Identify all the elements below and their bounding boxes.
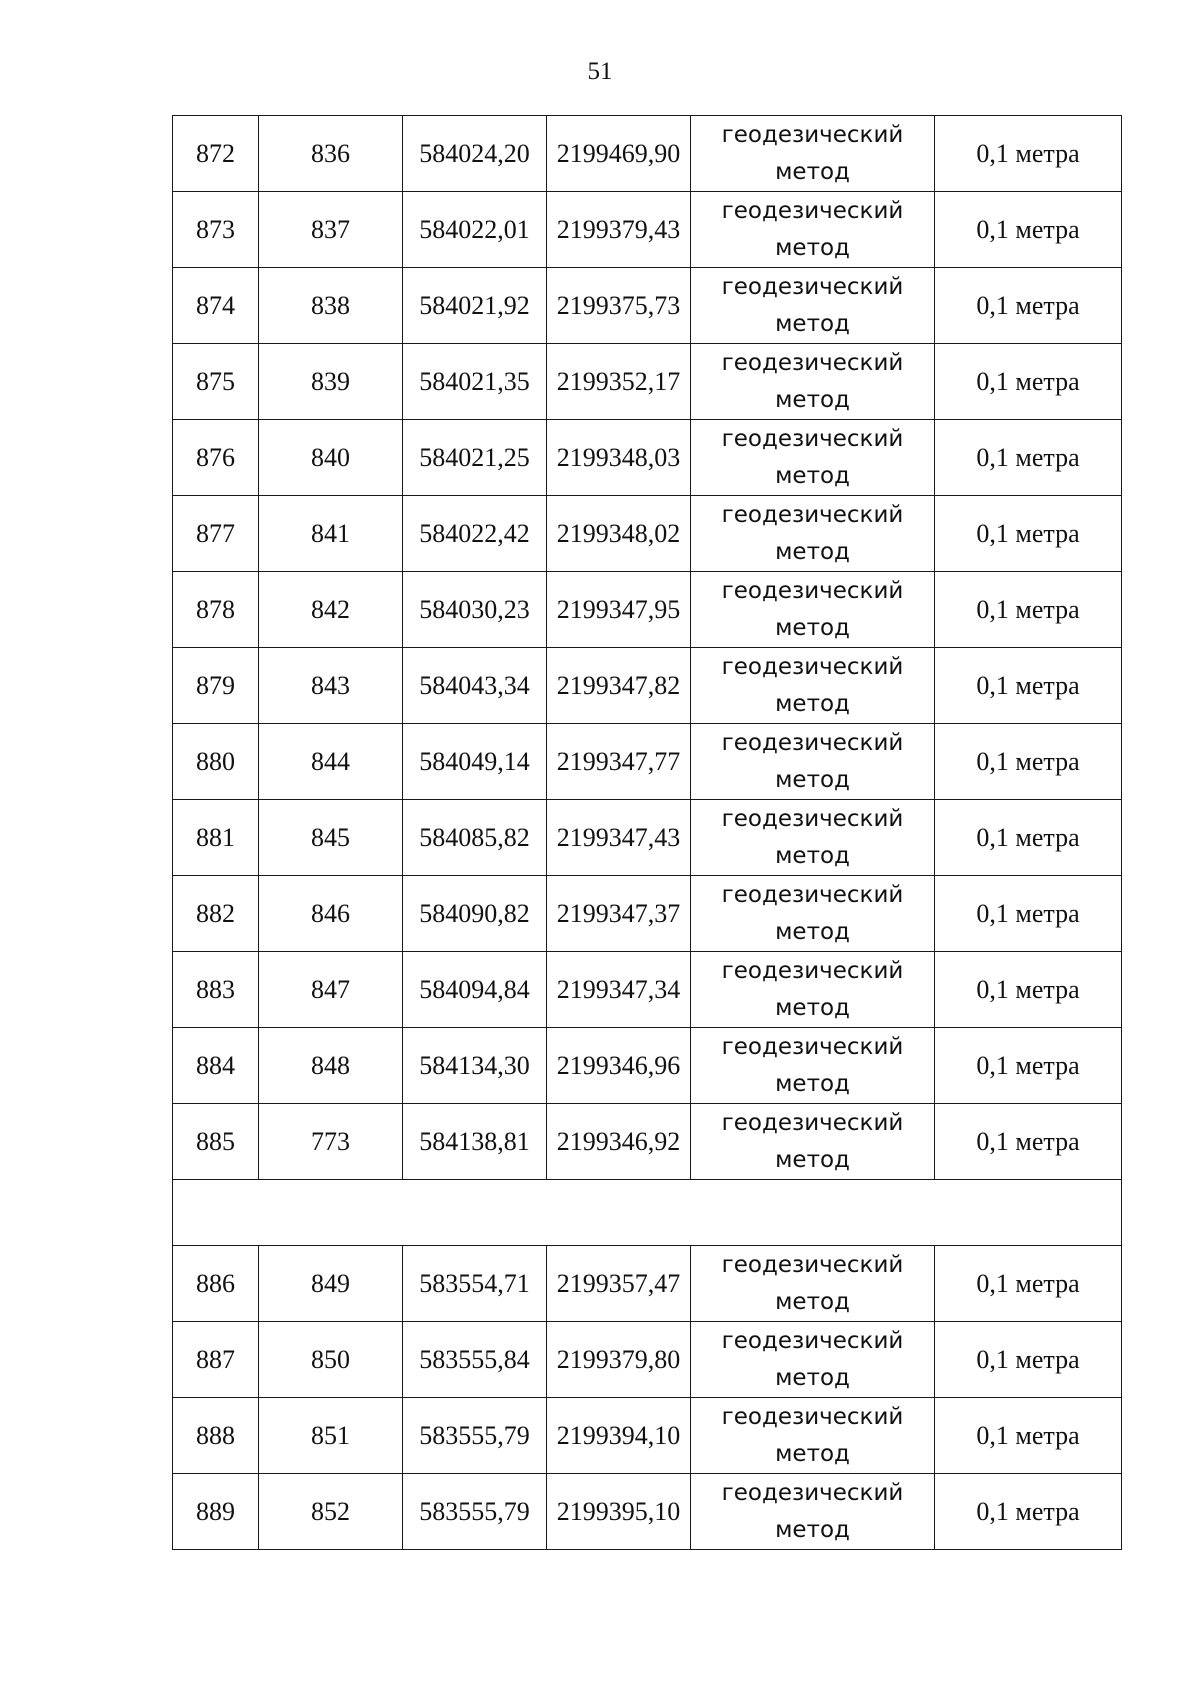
method-line-1: геодезический [721,1403,904,1430]
y-coordinate-cell: 2199347,95 [547,572,691,648]
table-row [173,876,1122,952]
method-line-2: метод [775,1364,850,1391]
point-number-cell: 848 [259,1028,403,1104]
x-coordinate-cell: 584134,30 [403,1028,547,1104]
x-coordinate-cell: 584024,20 [403,116,547,192]
method-line-1: геодезический [721,1109,904,1136]
x-coordinate-cell: 583555,79 [403,1474,547,1550]
method-line-2: метод [775,538,850,565]
y-coordinate-cell: 2199394,10 [547,1398,691,1474]
method-line-2: метод [775,386,850,413]
x-coordinate-cell: 584138,81 [403,1104,547,1180]
x-coordinate-cell: 584090,82 [403,876,547,952]
method-line-1: геодезический [721,957,904,984]
point-number-cell: 840 [259,420,403,496]
row-number-cell: 873 [173,192,259,268]
accuracy-cell: 0,1 метра [935,1322,1122,1398]
point-number-cell: 842 [259,572,403,648]
y-coordinate-cell: 2199395,10 [547,1474,691,1550]
row-number-cell: 874 [173,268,259,344]
method-line-2: метод [775,1146,850,1173]
method-cell [691,420,935,496]
method-line-1: геодезический [721,1033,904,1060]
accuracy-cell: 0,1 метра [935,800,1122,876]
y-coordinate-cell: 2199357,47 [547,1246,691,1322]
table-row [173,1398,1122,1474]
method-line-2: метод [775,1516,850,1543]
x-coordinate-cell: 584030,23 [403,572,547,648]
y-coordinate-cell: 2199347,77 [547,724,691,800]
y-coordinate-cell: 2199379,80 [547,1322,691,1398]
row-number-cell: 886 [173,1246,259,1322]
method-cell [691,724,935,800]
method-line-2: метод [775,1288,850,1315]
method-line-2: метод [775,1070,850,1097]
x-coordinate-cell: 584043,34 [403,648,547,724]
x-coordinate-cell: 584049,14 [403,724,547,800]
y-coordinate-cell: 2199348,02 [547,496,691,572]
method-cell [691,344,935,420]
method-cell [691,1474,935,1550]
method-line-1: геодезический [721,653,904,680]
accuracy-cell: 0,1 метра [935,876,1122,952]
y-coordinate-cell: 2199347,34 [547,952,691,1028]
method-line-1: геодезический [721,273,904,300]
y-coordinate-cell: 2199347,43 [547,800,691,876]
row-number-cell: 880 [173,724,259,800]
row-number-cell: 887 [173,1322,259,1398]
table-row [173,344,1122,420]
method-line-1: геодезический [721,1251,904,1278]
row-number-cell: 883 [173,952,259,1028]
row-number-cell: 882 [173,876,259,952]
method-line-2: метод [775,918,850,945]
y-coordinate-cell: 2199346,92 [547,1104,691,1180]
method-line-2: метод [775,766,850,793]
method-line-2: метод [775,310,850,337]
method-cell [691,876,935,952]
accuracy-cell: 0,1 метра [935,724,1122,800]
point-number-cell: 852 [259,1474,403,1550]
accuracy-cell: 0,1 метра [935,116,1122,192]
row-number-cell: 881 [173,800,259,876]
table-row [173,268,1122,344]
point-number-cell: 839 [259,344,403,420]
x-coordinate-cell: 584021,35 [403,344,547,420]
x-coordinate-cell: 584022,01 [403,192,547,268]
row-number-cell: 878 [173,572,259,648]
method-line-2: метод [775,690,850,717]
method-line-2: метод [775,234,850,261]
method-cell [691,952,935,1028]
method-line-1: геодезический [721,729,904,756]
table-row [173,1474,1122,1550]
method-line-2: метод [775,462,850,489]
point-number-cell: 844 [259,724,403,800]
method-cell [691,1104,935,1180]
y-coordinate-cell: 2199348,03 [547,420,691,496]
point-number-cell: 773 [259,1104,403,1180]
table-row [173,572,1122,648]
point-number-cell: 851 [259,1398,403,1474]
blank-separator-cell [173,1180,1122,1246]
method-cell [691,496,935,572]
table-row [173,648,1122,724]
accuracy-cell: 0,1 метра [935,344,1122,420]
method-cell [691,116,935,192]
table-row [173,192,1122,268]
table-body-group-2 [173,1246,1122,1550]
accuracy-cell: 0,1 метра [935,1104,1122,1180]
row-number-cell: 888 [173,1398,259,1474]
method-line-1: геодезический [721,121,904,148]
x-coordinate-cell: 584022,42 [403,496,547,572]
method-cell [691,1028,935,1104]
method-line-1: геодезический [721,425,904,452]
x-coordinate-cell: 583555,79 [403,1398,547,1474]
x-coordinate-cell: 583555,84 [403,1322,547,1398]
y-coordinate-cell: 2199347,82 [547,648,691,724]
y-coordinate-cell: 2199346,96 [547,1028,691,1104]
point-number-cell: 847 [259,952,403,1028]
accuracy-cell: 0,1 метра [935,420,1122,496]
point-number-cell: 846 [259,876,403,952]
table-row [173,496,1122,572]
method-cell [691,800,935,876]
method-line-2: метод [775,842,850,869]
point-number-cell: 845 [259,800,403,876]
row-number-cell: 885 [173,1104,259,1180]
x-coordinate-cell: 583554,71 [403,1246,547,1322]
accuracy-cell: 0,1 метра [935,572,1122,648]
method-cell [691,192,935,268]
table-row [173,1104,1122,1180]
accuracy-cell: 0,1 метра [935,1028,1122,1104]
blank-separator-row [173,1180,1122,1246]
row-number-cell: 884 [173,1028,259,1104]
point-number-cell: 843 [259,648,403,724]
method-cell [691,1398,935,1474]
y-coordinate-cell: 2199469,90 [547,116,691,192]
point-number-cell: 838 [259,268,403,344]
method-line-1: геодезический [721,1479,904,1506]
point-number-cell: 836 [259,116,403,192]
row-number-cell: 875 [173,344,259,420]
accuracy-cell: 0,1 метра [935,192,1122,268]
x-coordinate-cell: 584094,84 [403,952,547,1028]
y-coordinate-cell: 2199347,37 [547,876,691,952]
point-number-cell: 849 [259,1246,403,1322]
method-line-1: геодезический [721,197,904,224]
method-line-2: метод [775,614,850,641]
method-line-1: геодезический [721,501,904,528]
table-row [173,116,1122,192]
method-cell [691,648,935,724]
method-line-2: метод [775,994,850,1021]
row-number-cell: 879 [173,648,259,724]
table-row [173,1322,1122,1398]
method-line-2: метод [775,1440,850,1467]
method-line-1: геодезический [721,1327,904,1354]
y-coordinate-cell: 2199352,17 [547,344,691,420]
table-separator [173,1180,1122,1246]
point-number-cell: 837 [259,192,403,268]
row-number-cell: 889 [173,1474,259,1550]
method-line-1: геодезический [721,577,904,604]
method-line-1: геодезический [721,349,904,376]
coordinates-table [172,115,1122,1550]
page-number: 51 [587,58,613,85]
x-coordinate-cell: 584021,25 [403,420,547,496]
table-row [173,952,1122,1028]
accuracy-cell: 0,1 метра [935,1246,1122,1322]
method-line-1: геодезический [721,805,904,832]
table-row [173,1028,1122,1104]
row-number-cell: 872 [173,116,259,192]
table-row [173,1246,1122,1322]
table-row [173,800,1122,876]
y-coordinate-cell: 2199379,43 [547,192,691,268]
x-coordinate-cell: 584021,92 [403,268,547,344]
table-body-group-1 [173,116,1122,1180]
method-line-1: геодезический [721,881,904,908]
point-number-cell: 841 [259,496,403,572]
accuracy-cell: 0,1 метра [935,648,1122,724]
x-coordinate-cell: 584085,82 [403,800,547,876]
method-line-2: метод [775,158,850,185]
method-cell [691,268,935,344]
row-number-cell: 876 [173,420,259,496]
accuracy-cell: 0,1 метра [935,1474,1122,1550]
table-row [173,420,1122,496]
accuracy-cell: 0,1 метра [935,496,1122,572]
point-number-cell: 850 [259,1322,403,1398]
accuracy-cell: 0,1 метра [935,1398,1122,1474]
method-cell [691,1246,935,1322]
method-cell [691,572,935,648]
row-number-cell: 877 [173,496,259,572]
y-coordinate-cell: 2199375,73 [547,268,691,344]
accuracy-cell: 0,1 метра [935,268,1122,344]
table-row [173,724,1122,800]
accuracy-cell: 0,1 метра [935,952,1122,1028]
method-cell [691,1322,935,1398]
